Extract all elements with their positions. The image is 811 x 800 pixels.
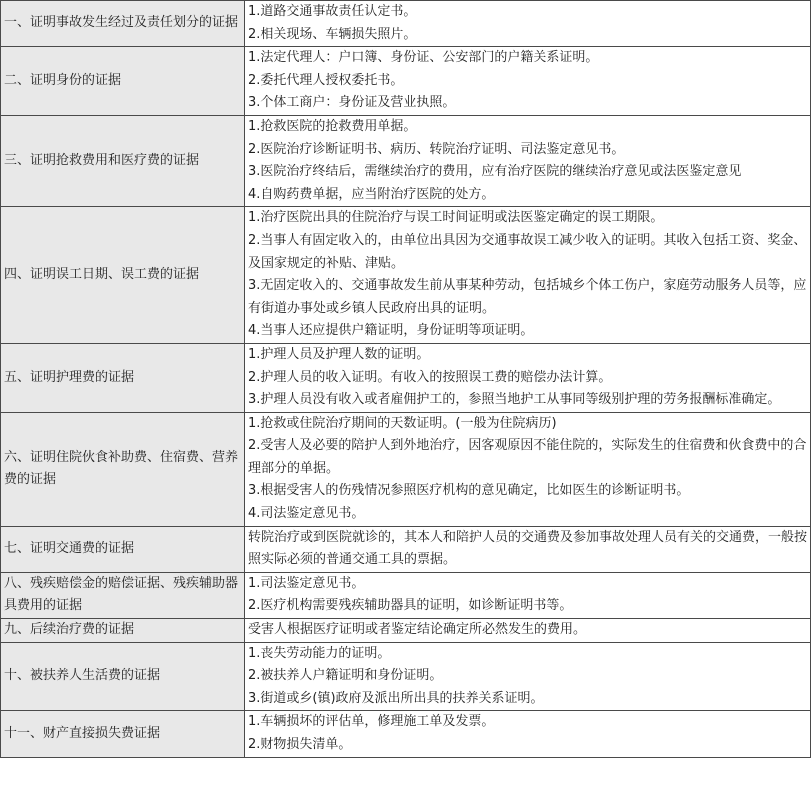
evidence-item: 2.医院治疗诊断证明书、病历、转院治疗证明、司法鉴定意见书。 bbox=[248, 141, 625, 157]
evidence-item: 2.医疗机构需要残疾辅助器具的证明，如诊断证明书等。 bbox=[248, 598, 573, 614]
evidence-item: 2.护理人员的收入证明。有收入的按照误工费的赔偿办法计算。 bbox=[248, 369, 612, 385]
evidence-item: 1.法定代理人：户口簿、身份证、公安部门的户籍关系证明。 bbox=[248, 50, 599, 66]
table-row bbox=[1, 619, 811, 643]
category-cell: 二、证明身份的证据 bbox=[1, 47, 245, 116]
table-row bbox=[1, 711, 811, 757]
category-cell: 七、证明交通费的证据 bbox=[1, 526, 245, 572]
evidence-items-cell bbox=[245, 343, 811, 412]
table-row bbox=[1, 115, 811, 206]
table-row bbox=[1, 526, 811, 572]
evidence-item: 转院治疗或到医院就诊的，其本人和陪护人员的交通费及参加事故处理人员有关的交通费，一般按照实际必须的普通交通工具的票据。 bbox=[248, 529, 808, 568]
evidence-item: 受害人根据医疗证明或者鉴定结论确定所必然发生的费用。 bbox=[248, 622, 587, 638]
evidence-items-cell bbox=[245, 1, 811, 47]
evidence-item: 1.司法鉴定意见书。 bbox=[248, 575, 365, 591]
evidence-item: 2.相关现场、车辆损失照片。 bbox=[248, 26, 417, 42]
evidence-items-cell bbox=[245, 47, 811, 116]
evidence-item: 2.受害人及必要的陪护人到外地治疗，因客观原因不能住院的，实际发生的住宿费和伙食费中的合理部分的单据。 bbox=[248, 438, 807, 476]
evidence-item: 4.当事人还应提供户籍证明，身份证明等项证明。 bbox=[248, 323, 534, 339]
evidence-items-cell bbox=[245, 642, 811, 711]
evidence-item: 4.司法鉴定意见书。 bbox=[248, 506, 365, 522]
evidence-items-cell bbox=[245, 207, 811, 344]
table-row bbox=[1, 207, 811, 344]
evidence-item: 3.个体工商户：身份证及营业执照。 bbox=[248, 95, 456, 111]
evidence-table-body bbox=[1, 1, 811, 758]
category-cell: 五、证明护理费的证据 bbox=[1, 343, 245, 412]
evidence-items-cell bbox=[245, 619, 811, 643]
table-row bbox=[1, 47, 811, 116]
category-cell: 九、后续治疗费的证据 bbox=[1, 619, 245, 643]
evidence-item: 2.财物损失清单。 bbox=[248, 737, 352, 752]
evidence-item: 1.车辆损坏的评估单，修理施工单及发票。 bbox=[248, 714, 495, 730]
category-cell: 一、证明事故发生经过及责任划分的证据 bbox=[1, 1, 245, 47]
evidence-items-cell bbox=[245, 115, 811, 206]
category-cell: 四、证明误工日期、误工费的证据 bbox=[1, 207, 245, 344]
evidence-item: 4.自购药费单据，应当附治疗医院的处方。 bbox=[248, 186, 495, 202]
evidence-items-cell bbox=[245, 412, 811, 526]
evidence-items-cell bbox=[245, 572, 811, 618]
evidence-items-cell bbox=[245, 711, 811, 757]
table-row bbox=[1, 572, 811, 618]
evidence-item: 2.被扶养人户籍证明和身份证明。 bbox=[248, 668, 443, 684]
table-row bbox=[1, 1, 811, 47]
category-cell: 十、被扶养人生活费的证据 bbox=[1, 642, 245, 711]
evidence-item: 1.抢救医院的抢救费用单据。 bbox=[248, 118, 417, 134]
category-cell: 三、证明抢救费用和医疗费的证据 bbox=[1, 115, 245, 206]
evidence-item: 2.委托代理人授权委托书。 bbox=[248, 72, 404, 88]
evidence-item: 1.抢救或住院治疗期间的天数证明。(一般为住院病历) bbox=[248, 415, 557, 431]
table-row bbox=[1, 343, 811, 412]
evidence-item: 2.当事人有固定收入的，由单位出具因为交通事故误工减少收入的证明。其收入包括工资、奖金、及国家规定的补贴、津贴。 bbox=[248, 232, 807, 271]
evidence-item: 3.护理人员没有收入或者雇佣护工的，参照当地护工从事同等级别护理的劳务报酬标准确定。 bbox=[248, 392, 781, 408]
table-row bbox=[1, 412, 811, 526]
evidence-item: 3.无固定收入的、交通事故发生前从事某种劳动，包括城乡个体工伤户，家庭劳动服务人员等，应有街道办事处或乡镇人民政府出具的证明。 bbox=[248, 278, 807, 316]
table-row bbox=[1, 642, 811, 711]
evidence-item: 3.医院治疗终结后，需继续治疗的费用，应有治疗医院的继续治疗意见或法医鉴定意见 bbox=[248, 164, 742, 180]
evidence-item: 3.街道或乡(镇)政府及派出所出具的扶养关系证明。 bbox=[248, 690, 544, 706]
evidence-item: 1.治疗医院出具的住院治疗与误工时间证明或法医鉴定确定的误工期限。 bbox=[248, 210, 664, 226]
category-cell: 十一、财产直接损失费证据 bbox=[1, 711, 245, 757]
evidence-item: 1.丧失劳动能力的证明。 bbox=[248, 645, 391, 661]
evidence-item: 3.根据受害人的伤残情况参照医疗机构的意见确定，比如医生的诊断证明书。 bbox=[248, 483, 690, 499]
evidence-item: 1.道路交通事故责任认定书。 bbox=[248, 4, 417, 19]
category-cell: 六、证明住院伙食补助费、住宿费、营养费的证据 bbox=[1, 412, 245, 526]
evidence-item: 1.护理人员及护理人数的证明。 bbox=[248, 346, 430, 362]
evidence-items-cell bbox=[245, 526, 811, 572]
category-cell: 八、残疾赔偿金的赔偿证据、残疾辅助器具费用的证据 bbox=[1, 572, 245, 618]
